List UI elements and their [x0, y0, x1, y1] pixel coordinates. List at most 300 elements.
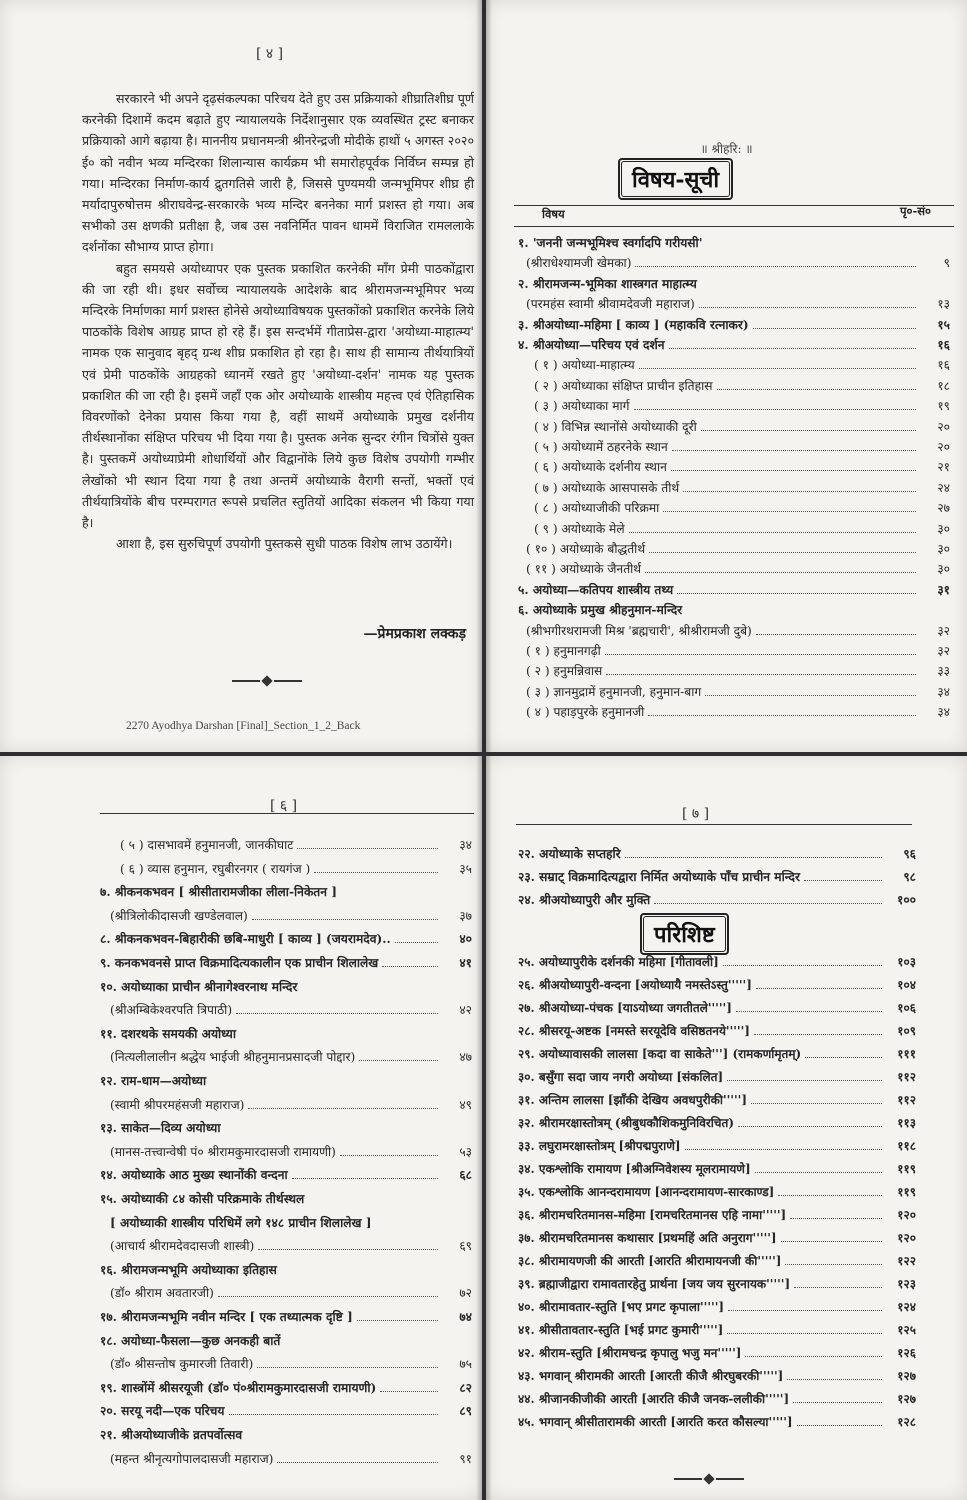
toc-entry-title: ( २ ) हनुमन्निवास — [526, 664, 603, 679]
toc-entry-title: ( ६ ) अयोध्याके दर्शनीय स्थान — [534, 460, 667, 475]
toc-entry — [518, 1390, 916, 1407]
toc-entry — [534, 356, 950, 373]
dot-leader — [292, 1178, 438, 1179]
toc-page-number: १०३ — [897, 955, 916, 969]
toc-entry — [120, 836, 472, 853]
dot-leader — [677, 593, 916, 594]
toc-entry — [100, 1072, 472, 1089]
toc-entry-title: [ अयोध्याकी शास्त्रीय परिधिमें लगे १४८ प्राचीन शिलालेख ] — [110, 1215, 372, 1230]
toc-page-number: ४० — [459, 932, 472, 947]
toc-entry — [110, 1237, 472, 1254]
toc-page-number: १२६ — [897, 1346, 916, 1360]
toc-page-number: १२० — [897, 1231, 916, 1245]
dot-leader — [634, 409, 916, 410]
toc-entry-title: (श्रीत्रिलोकीदासजी खण्डेलवाल) — [110, 908, 248, 923]
toc-entry-title: (डॉ० श्रीराम अवतारजी) — [110, 1286, 214, 1301]
preface-text — [82, 88, 474, 554]
dot-leader — [395, 942, 438, 943]
dot-leader — [751, 1103, 882, 1104]
print-footer: 2270 Ayodhya Darshan [Final]_Section_1_2_Back — [126, 720, 361, 732]
page-spine-shadow — [486, 0, 492, 752]
toc-entry-title: ४३. भगवान् श्रीरामकी आरती [आरती कीजै श्रीरघुबरकी'''''] — [518, 1369, 784, 1383]
dot-leader — [380, 1391, 438, 1392]
page-7 — [486, 756, 967, 1500]
dot-leader — [258, 1249, 438, 1250]
toc-page-number: ९१ — [459, 1451, 472, 1466]
dot-leader — [672, 450, 916, 451]
toc-entry-title: ( ८ ) अयोध्याजीकी परिक्रमा — [534, 501, 660, 516]
dot-leader — [683, 491, 916, 492]
toc-entry — [120, 860, 472, 877]
dot-leader — [605, 654, 916, 655]
toc-entry-title: (डॉ० श्रीसन्तोष कुमारजी तिवारी) — [110, 1357, 254, 1372]
dot-leader — [717, 389, 917, 390]
toc-entry-title: ३२. श्रीरामरक्षास्तोत्रम् (श्रीबुधकौशिकमुनिविरचित) — [518, 1116, 735, 1130]
page-spine-shadow — [486, 756, 492, 1500]
toc-page-number: १२४ — [897, 1300, 916, 1314]
toc-page-number: ११८ — [897, 1139, 916, 1153]
toc-entry-title: ७. श्रीकनकभवन [ श्रीसीतारामजीका लीला-निकेतन ] — [100, 885, 338, 900]
toc-entry-title: २५. अयोध्यापुरीके दर्शनकी महिमा [गीतावली] — [518, 955, 719, 969]
toc-page-number: १०० — [896, 892, 916, 907]
toc-entry-title: २१. श्रीअयोध्याजीके व्रतपर्वोत्सव — [100, 1428, 243, 1442]
rule — [100, 813, 474, 814]
toc-entry — [518, 891, 916, 908]
toc-page-number: २० — [937, 419, 950, 434]
toc-page-number: ३० — [937, 562, 950, 577]
toc-entry-title: ८. श्रीकनकभवन-बिहारीकी छबि-माधुरी [ काव्य ] (जयरामदेव).. — [100, 932, 391, 947]
dot-leader — [778, 1195, 882, 1196]
dot-leader — [728, 1310, 882, 1311]
column-subject: विषय — [542, 207, 565, 221]
dot-leader — [793, 1402, 882, 1403]
toc-entry — [100, 1426, 472, 1443]
dot-leader — [705, 695, 916, 696]
ornament-divider — [674, 1476, 744, 1482]
toc-entry — [526, 254, 950, 271]
toc-entry — [526, 683, 950, 700]
toc-entry — [518, 1321, 916, 1338]
toc-entry — [534, 499, 950, 516]
dot-leader — [727, 1080, 882, 1081]
toc-page-number: ७२ — [459, 1286, 472, 1301]
toc-entry-title: ( २ ) अयोध्याका संक्षिप्त प्राचीन इतिहास — [534, 378, 713, 393]
dot-leader — [754, 1034, 882, 1035]
dot-leader — [248, 1108, 438, 1109]
toc-entry — [534, 438, 950, 455]
toc-entry — [518, 1137, 916, 1154]
toc-entry — [100, 1119, 472, 1136]
dot-leader — [277, 1462, 438, 1463]
toc-entry — [110, 907, 472, 924]
dot-leader — [629, 532, 916, 533]
toc-entry-title: १७. श्रीरामजन्मभूमि नवीन मन्दिर [ एक तथ्यात्मक दृष्टि ] — [100, 1310, 353, 1324]
toc-page-number: ३७ — [459, 908, 472, 923]
toc-page-number: १२७ — [897, 1392, 916, 1406]
toc-page-number: १११ — [897, 1047, 916, 1061]
toc-entry — [518, 1275, 916, 1292]
toc-entry — [100, 1190, 472, 1207]
dot-leader — [625, 857, 882, 858]
toc-entry — [518, 336, 950, 353]
toc-page-number: ९ — [943, 256, 950, 271]
dot-leader — [359, 1060, 438, 1061]
toc-entry-title: ४४. श्रीजानकीजीकी आरती [आरति कीजै जनक-ललीकी'''''] — [518, 1392, 790, 1406]
toc-entry-title: ५. अयोध्या—कतिपय शास्त्रीय तथ्य — [518, 582, 674, 597]
toc-entry — [110, 1214, 472, 1231]
toc-entry — [526, 622, 950, 639]
toc-entry-title: ३०. बसुँगा सदा जाय नगरी अयोध्या [संकलित] — [518, 1070, 724, 1084]
toc-page-number: १६ — [937, 358, 950, 373]
toc-page-number: ९६ — [903, 847, 916, 861]
toc-entry-title: १४. अयोध्याके आठ मुख्य स्थानोंकी वन्दना — [100, 1168, 288, 1183]
toc-page-number: १५ — [937, 317, 950, 332]
toc-entry — [518, 1298, 916, 1315]
toc-entry — [526, 540, 950, 557]
dot-leader — [340, 1155, 438, 1156]
rule — [516, 824, 912, 825]
toc-entry-title: ९. कनकभवनसे प्राप्त विक्रमादित्यकालीन एक प्राचीन शिलालेख — [100, 956, 379, 970]
toc-page-number: ३२ — [937, 623, 950, 638]
toc-entry-title: १०. अयोध्याका प्राचीन श्रीनागेश्वरनाथ मन्दिर — [100, 979, 298, 994]
dot-leader — [804, 880, 882, 881]
toc-entry-title: १९. शास्त्रोंमें श्रीसरयूजी (डॉ० पं०श्रीरामकुमारदासजी रामायणी) — [100, 1380, 377, 1395]
signature: —प्रेमप्रकाश लक्कड़ — [363, 626, 466, 642]
toc-page-number: १२५ — [897, 1323, 916, 1337]
toc-entry — [100, 1261, 472, 1278]
toc-entry — [100, 1308, 472, 1325]
toc-entry — [100, 1166, 472, 1183]
toc-entry — [100, 1402, 472, 1419]
toc-entry-title: ( १ ) हनुमानगढ़ी — [526, 644, 601, 658]
toc-page-number: १२२ — [897, 1254, 916, 1268]
toc-entry-title: १३. साकेत—दिव्य अयोध्या — [100, 1121, 221, 1136]
dot-leader — [639, 368, 916, 369]
dot-leader — [648, 715, 916, 716]
dot-leader — [654, 903, 882, 904]
dot-leader — [736, 1011, 882, 1012]
column-page: पृ०-सं० — [900, 204, 932, 218]
toc-page-number: ४१ — [459, 956, 472, 970]
toc-entry — [518, 275, 950, 292]
toc-entry-title: ६. अयोध्याके प्रमुख श्रीहनुमान-मन्दिर — [518, 603, 683, 618]
toc-entry-title: ४५. भगवान् श्रीसीतारामकी आरती [आरति करत कौसल्या'''''] — [518, 1415, 793, 1429]
toc-entry-title: ३१. अन्तिम लालसा [झाँकी देखिय अवधपुरीकी'''''] — [518, 1093, 747, 1107]
dot-leader — [257, 1367, 438, 1368]
dot-leader — [756, 634, 916, 635]
toc-page-number: १८ — [937, 378, 950, 393]
toc-page-number: १२० — [897, 1208, 916, 1222]
toc-entry-title: १६. श्रीरामजन्मभूमि अयोध्याका इतिहास — [100, 1262, 277, 1277]
dot-leader — [297, 848, 438, 849]
toc-entry-title: (नित्यलीलालीन श्रद्धेय भाईजी श्रीहनुमानप्रसादजी पोद्दार) — [110, 1050, 356, 1065]
toc-entry — [518, 1160, 916, 1177]
toc-page-number: २० — [937, 440, 950, 454]
toc-entry-title: (श्रीभगीरथरामजी मिश्र 'ब्रह्मचारी', श्रीश्रीरामजी दुबे) — [526, 623, 752, 638]
toc-page-number: १६ — [937, 338, 950, 352]
toc-page-number: ३२ — [937, 644, 950, 658]
toc-entry — [518, 234, 950, 251]
toc-entry-title: ३८. श्रीरामायणजी की आरती [आरति श्रीरामायनजी की'''''] — [518, 1254, 782, 1268]
dot-leader — [805, 1057, 882, 1058]
toc-page-number: २७ — [937, 501, 950, 516]
toc-entry — [518, 1045, 916, 1062]
dot-leader — [649, 552, 916, 553]
toc-entry-title: (स्वामी श्रीपरमहंसजी महाराज) — [110, 1097, 245, 1112]
page-5 — [486, 0, 967, 752]
toc-entry — [110, 1048, 472, 1065]
toc-page-number: १९ — [937, 399, 950, 414]
toc-entry — [526, 560, 950, 577]
toc-page-number: ११३ — [897, 1116, 916, 1130]
page-spine-shadow — [476, 0, 482, 752]
toc-entry-title: (श्रीअम्बिकेश्वरपति त्रिपाठी) — [110, 1003, 233, 1018]
toc-entry-title: ( ३ ) ज्ञानमुद्रामें हनुमानजी, हनुमान-बाग — [526, 684, 702, 699]
toc-entry-title: ( ३ ) अयोध्याका मार्ग — [534, 399, 630, 414]
toc-page-number: ११९ — [897, 1185, 916, 1199]
toc-entry-title: १२. राम-धाम—अयोध्या — [100, 1074, 207, 1088]
toc-page-number: ५३ — [459, 1144, 472, 1159]
toc-entry — [518, 1229, 916, 1246]
toc-entry — [518, 316, 950, 333]
page-number: [ ६ ] — [270, 798, 298, 814]
dot-leader — [723, 965, 882, 966]
toc-page-number: १३ — [937, 297, 950, 312]
toc-entry — [518, 1022, 916, 1039]
toc-page-number: ३४ — [937, 684, 950, 699]
toc-entry-title: ( ५ ) दासभावमें हनुमानजी, जानकीघाट — [120, 838, 294, 852]
toc-entry-title: २३. सम्राट् विक्रमादित्यद्वारा निर्मित अयोध्याके पाँच प्राचीन मन्दिर — [518, 869, 800, 884]
toc-page-number: ८९ — [459, 1404, 472, 1419]
toc-entry — [518, 1367, 916, 1384]
toc-entry — [518, 1068, 916, 1085]
toc-entry-title: ( ७ ) अयोध्याके आसपासके तीर्थ — [534, 480, 680, 495]
toc-entry-title: (महन्त श्रीनृत्यगोपालदासजी महाराज) — [110, 1451, 274, 1466]
toc-entry — [534, 418, 950, 435]
toc-entry — [100, 978, 472, 995]
toc-entry — [518, 1183, 916, 1200]
dot-leader — [790, 1218, 882, 1219]
dot-leader — [382, 966, 438, 967]
toc-entry — [534, 397, 950, 414]
toc-entry-title: १. 'जननी जन्मभूमिश्च स्वर्गादपि गरीयसी' — [518, 236, 703, 250]
toc-entry — [534, 458, 950, 475]
toc-entry — [518, 1252, 916, 1269]
page-6 — [0, 756, 482, 1500]
toc-entry — [110, 1355, 472, 1372]
toc-entry — [110, 1284, 472, 1301]
toc-entry-title: ४. श्रीअयोध्या—परिचय एवं दर्शन — [518, 338, 665, 352]
toc-entry-title: १५. अयोध्याकी ८४ कोसी परिक्रमाके तीर्थस्थल — [100, 1192, 305, 1206]
toc-entry — [534, 479, 950, 496]
dot-leader — [252, 919, 438, 920]
toc-entry — [100, 1332, 472, 1349]
paragraph: आशा है, इस सुरुचिपूर्ण उपयोगी पुस्तकसे सुधी पाठक विशेष लाभ उठायेंगे। — [116, 536, 453, 552]
toc-entry-title: ( ४ ) पहाड़पुरके हनुमानजी — [526, 705, 645, 720]
toc-entry-title: २२. अयोध्याके सप्तहरि — [518, 847, 621, 861]
toc-page-number: ११२ — [897, 1070, 916, 1084]
paragraph: बहुत समयसे अयोध्यापर एक पुस्तक प्रकाशित करनेकी माँग प्रेमी पाठकोंद्वारा की जा रही थी। इधर सर्वोच्च न्यायालयके आदेशके बाद श्रीरामजन्मभूमिपर भव्य मन्दिरके निर्माणका मार्ग प्रशस्त होनेसे अयोध्याविषयक पुस्तकोंको प्रकाशित करनेके लिये पाठकोंके विशेष आग्रह प्राप्त हो रहे हैं। इस सन्दर्भमें गीताप्रेस-द्वारा 'अयोध्या-माहात्म्य' नामक एक सानुवाद बृहद् ग्रन्थ शीघ्र प्रकाशित हो रहा है। साथ ही सामान्य तीर्थयात्रियों एवं प्रेमी पाठकोंके आग्रहको ध्यानमें रखते हुए 'अयोध्या-दर्शन' नामक यह पुस्तक प्रकाशित की जा रही है। इसमें जहाँ एक ओर अयोध्याके शास्त्रीय महत्त्व एवं ऐतिहासिक विवरणोंको देनेका प्रयास किया गया है, वहीं साथमें अयोध्याके प्रमुख दर्शनीय तीर्थस्थानोंका संक्षिप्त परिचय भी दिया गया है। पुस्तक अनेक सुन्दर रंगीन चित्रोंसे युक्त है। पुस्तकमें अयोध्याप्रेमी शोधार्थियों और विद्वानोंके लिये कुछ विशेष उपयोगी गम्भीर लेखोंको भी स्थान दिया गया है तथा अन्तमें अयोध्याके वैरागी सन्तों, भक्तों एवं तीर्थयात्रियोंके बीच परम्परागत रूपसे प्रचलित स्तुतियों आदिका संकलन भी किया गया है। — [82, 260, 474, 531]
toc-entry — [518, 1091, 916, 1108]
dot-leader — [699, 307, 916, 308]
toc-title: विषय-सूची — [621, 161, 730, 197]
dot-leader — [787, 1379, 882, 1380]
dot-leader — [781, 1241, 882, 1242]
toc-entry-title: ३. श्रीअयोध्या-महिमा [ काव्य ] (महाकवि रत्नाकर) — [518, 317, 749, 332]
toc-entry-title: (श्रीराधेश्यामजी खेमका) — [526, 256, 632, 271]
toc-entry — [100, 883, 472, 900]
page-spine-shadow — [476, 756, 482, 1500]
toc-title-box — [618, 158, 733, 200]
toc-entry-title: ४०. श्रीरामावतार-स्तुति [भए प्रगट कृपाला'''''] — [518, 1300, 725, 1314]
toc-page-number: ६८ — [459, 1168, 472, 1183]
toc-entry-title: २. श्रीरामजन्म-भूमिका शास्त्रगत माहात्म्य — [518, 276, 697, 291]
toc-entry — [110, 1450, 472, 1467]
toc-entry — [534, 520, 950, 537]
toc-page-number: ३४ — [459, 838, 472, 852]
dot-leader — [671, 470, 916, 471]
toc-entry — [518, 868, 916, 885]
invocation: ॥ श्रीहरि: ॥ — [700, 142, 753, 156]
toc-entry-title: (परमहंस स्वामी श्रीवामदेवजी महाराज) — [526, 297, 695, 312]
dot-leader — [314, 872, 438, 873]
toc-entry-title: १८. अयोध्या-फैसला—कुछ अनकही बातें — [100, 1333, 281, 1348]
toc-entry-title: ( ४ ) विभिन्न स्थानोंसे अयोध्याकी दूरी — [534, 419, 697, 434]
toc-page-number: ८२ — [459, 1380, 472, 1395]
toc-page-number: ३० — [937, 521, 950, 536]
toc-entry-title: ३९. ब्रह्माजीद्वारा रामावतारहेतु प्रार्थना [जय जय सुरनायक'''''] — [518, 1277, 791, 1291]
toc-entry — [100, 954, 472, 971]
toc-entry-title: ३६. श्रीरामचरितमानस-महिमा [रामचरितमानस एहि नामा'''''] — [518, 1208, 787, 1222]
toc-entry — [518, 845, 916, 862]
dot-leader — [755, 1172, 882, 1173]
toc-entry — [518, 953, 916, 970]
toc-page-number: १०४ — [897, 978, 916, 992]
dot-leader — [229, 1414, 439, 1415]
toc-entry-title: २४. श्रीअयोध्यापुरी और मुक्ति — [518, 892, 651, 907]
page-number: [ ४ ] — [256, 46, 284, 62]
toc-entry — [534, 377, 950, 394]
toc-entry-title: ३७. श्रीरामचरितमानस कथासार [प्रथमहिं अति अनुराग'''''] — [518, 1231, 777, 1245]
toc-entry-title: २८. श्रीसरयू-अष्टक [नमस्ते सरयूदेवि वसिष्ठतनये'''''] — [518, 1024, 750, 1038]
dot-leader — [218, 1296, 438, 1297]
toc-entry-title: २०. सरयू नदी—एक परिचय — [100, 1404, 225, 1419]
page-4 — [0, 0, 482, 752]
toc-entry-title: ११. दशरथके समयकी अयोध्या — [100, 1026, 236, 1041]
toc-entry — [518, 1114, 916, 1131]
toc-entry-title: ३३. लघुरामरक्षास्तोत्रम् [श्रीपद्मपुराणे] — [518, 1139, 681, 1153]
toc-page-number: २४ — [937, 480, 950, 495]
toc-page-number: १२७ — [897, 1369, 916, 1383]
toc-entry — [518, 1413, 916, 1430]
rule — [514, 226, 954, 227]
toc-entry-title: ( ११ ) अयोध्याके जैनतीर्थ — [526, 562, 642, 577]
dot-leader — [357, 1320, 438, 1321]
rule — [514, 205, 954, 206]
toc-entry — [518, 1344, 916, 1361]
dot-leader — [635, 266, 916, 267]
dot-leader — [738, 1126, 882, 1127]
toc-entry-title: ( ६ ) व्यास हनुमान, रघुबीरनगर ( रायगंज ) — [120, 861, 311, 876]
toc-entry-title: ४१. श्रीसीतावतार-स्तुति [भई प्रगट कुमारी'''''] — [518, 1323, 724, 1337]
toc-entry — [526, 662, 950, 679]
toc-entry-title: २७. श्रीअयोध्या-पंचक [याऽयोध्या जगतीतले'''''] — [518, 1001, 732, 1015]
toc-entry — [518, 581, 950, 598]
toc-entry-title: ( १० ) अयोध्याके बौद्धतीर्थ — [526, 542, 646, 556]
paragraph: सरकारने भी अपने दृढ़संकल्पका परिचय देते हुए उस प्रक्रियाको शीघ्रातिशीघ्र पूर्ण करनेकी दिशामें कदम बढ़ाते हुए न्यायालयके निर्देशानुसार एक व्यवस्थित ट्रस्ट बनाकर प्रक्रियाको आगे बढ़ाया है। माननीय प्रधानमन्त्री श्रीनरेन्द्रजी मोदीके हाथों ५ अगस्त २०२० ई० को नवीन भव्य मन्दिरका शिलान्यास कार्यक्रम भी समारोहपूर्वक निर्विघ्न सम्पन्न हो गया। मन्दिरका निर्माण-कार्य द्रुतगतिसे जारी है, जिससे पुण्यमयी जन्मभूमिपर शीघ्र ही मर्यादापुरुषोत्तम श्रीराघवेन्द्र-सरकारके भव्य मन्दिर बननेका मार्ग प्रशस्त हो गया। अब सभीको उस क्षणकी प्रतीक्षा है, जब उस नवनिर्मित पावन धाममें विराजित रामललाके दर्शनोंका सौभाग्य प्राप्त होगा। — [82, 91, 474, 255]
toc-entry — [100, 1379, 472, 1396]
toc-page-number: ११२ — [897, 1093, 916, 1107]
toc-entry-title: (आचार्य श्रीरामदेवदासजी शास्त्री) — [110, 1239, 255, 1254]
toc-page-number: ३३ — [937, 664, 950, 679]
toc-entry-title: २९. अयोध्यावासकी लालसा [कदा वा साकेते'''] (रामकर्णामृतम्) — [518, 1047, 802, 1061]
dot-leader — [663, 511, 916, 512]
toc-page-number: १०९ — [897, 1024, 916, 1038]
dot-leader — [236, 1013, 438, 1014]
dot-leader — [753, 328, 916, 329]
dot-leader — [745, 1356, 882, 1357]
toc-entry — [526, 642, 950, 659]
dot-leader — [606, 674, 916, 675]
toc-entry-title: (मानस-तत्त्वान्वेषी पं० श्रीरामकुमारदासजी रामायणी) — [110, 1144, 336, 1159]
toc-page-number: ३४ — [937, 705, 950, 720]
toc-entry — [518, 976, 916, 993]
toc-page-number: ६९ — [459, 1239, 472, 1254]
toc-entry-title: ( १ ) अयोध्या-माहात्म्य — [534, 358, 635, 373]
toc-page-number: ७४ — [459, 1310, 472, 1324]
toc-page-number: ४२ — [459, 1003, 472, 1018]
toc-entry — [110, 1001, 472, 1018]
toc-entry-title: ३४. एकश्लोकि रामायण [श्रीअग्निवेशस्य मूलरामायणे] — [518, 1162, 751, 1176]
dot-leader — [645, 572, 916, 573]
appendix-title: परिशिष्ट — [643, 916, 726, 952]
dot-leader — [701, 430, 916, 431]
toc-page-number: ३० — [937, 542, 950, 556]
toc-entry — [100, 930, 472, 947]
toc-entry-title: २६. श्रीअयोध्यापुरी-वन्दना [अयोध्यायै नमस्तेऽस्तु'''''] — [518, 978, 752, 992]
toc-page-number: ४७ — [459, 1050, 472, 1065]
dot-leader — [797, 1425, 882, 1426]
toc-page-number: ७५ — [459, 1357, 472, 1372]
toc-page-number: १०६ — [897, 1001, 916, 1015]
dot-leader — [785, 1264, 882, 1265]
dot-leader — [669, 348, 916, 349]
toc-entry-title: ४२. श्रीराम-स्तुति [श्रीरामचन्द्र कृपालु भजु मन'''''] — [518, 1346, 742, 1360]
toc-page-number: ४९ — [459, 1097, 472, 1112]
dot-leader — [756, 988, 882, 989]
appendix-title-box — [640, 913, 729, 955]
toc-page-number: ११९ — [897, 1162, 916, 1176]
dot-leader — [685, 1149, 882, 1150]
toc-entry — [110, 1096, 472, 1113]
dot-leader — [794, 1287, 882, 1288]
toc-page-number: २१ — [937, 460, 950, 475]
toc-entry-title: ३५. एकश्लोकि आनन्दरामायण [आनन्दरामायण-सारकाण्ड] — [518, 1185, 775, 1199]
toc-page-number: ९८ — [903, 869, 916, 884]
toc-entry — [110, 1143, 472, 1160]
toc-entry — [100, 1025, 472, 1042]
toc-page-number: ३५ — [459, 861, 472, 876]
toc-entry — [526, 703, 950, 720]
toc-entry-title: ( ५ ) अयोध्यामें ठहरनेके स्थान — [534, 440, 668, 454]
toc-page-number: १२३ — [897, 1277, 916, 1291]
toc-entry — [526, 295, 950, 312]
toc-entry — [518, 999, 916, 1016]
toc-entry — [518, 601, 950, 618]
page-number: [ ७ ] — [682, 806, 710, 822]
dot-leader — [727, 1333, 882, 1334]
toc-page-number: ३१ — [937, 582, 950, 597]
